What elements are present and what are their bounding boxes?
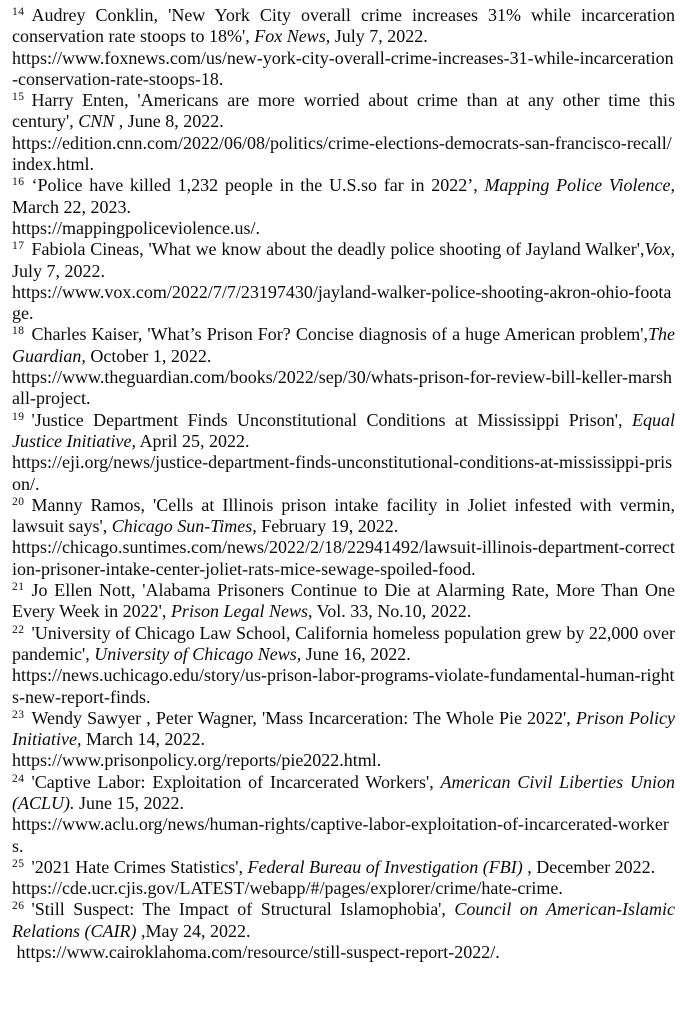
citation-text: , December 2022. [522, 856, 656, 877]
source-name-italic: University of Chicago News, [94, 643, 302, 664]
footnote [12, 623, 675, 708]
footnote-url: https://www.theguardian.com/books/2022/sep/30/whats-prison-for-review-bill-keller-marshall-project. [12, 367, 672, 409]
source-name-italic: Council on American-Islamic Relations (CAIR) [12, 899, 675, 941]
footnote-number: 24 [12, 772, 25, 785]
footnote [12, 175, 675, 239]
source-name-italic: American Civil Liberties Union (ACLU). [12, 771, 675, 813]
footnote-url: https://cde.ucr.cjis.gov/LATEST/webapp/#/pages/explorer/crime/hate-crime. [12, 878, 563, 899]
citation-text: Manny Ramos, 'Cells at Illinois prison intake facility in Joliet infested with vermin, lawsuit says', [12, 494, 675, 537]
footnote [12, 580, 675, 623]
footnote-url: https://news.uchicago.edu/story/us-prison-labor-programs-violate-fundamental-human-rights-new-report-finds. [12, 665, 675, 707]
citation-text: 'Still Suspect: The Impact of Structural Islamophobia', [31, 899, 455, 920]
citation-text: June 15, 2022. [74, 792, 184, 813]
citation-text: , Vol. 33, No.10, 2022. [307, 601, 472, 622]
footnote-url: https://www.foxnews.com/us/new-york-city-overall-crime-increases-31-while-incarceration-conservation-rate-stoops-18. [12, 47, 674, 89]
citation-text: ,May 24, 2022. [136, 920, 251, 941]
footnote [12, 410, 675, 495]
citation-text: , July 7, 2022. [12, 239, 675, 281]
citation-text: June 16, 2022. [301, 643, 411, 664]
footnote [12, 772, 675, 857]
citation-text: , July 7, 2022. [325, 26, 428, 47]
source-name-italic: Fox News [254, 26, 326, 47]
footnote-url: https://mappingpoliceviolence.us/. [12, 217, 260, 238]
citation-text: 'University of Chicago Law School, California homeless population grew by 22,000 over pandemic', [12, 622, 675, 664]
footnote-url: https://edition.cnn.com/2022/06/08/politics/crime-elections-democrats-san-francisco-recall/index.html. [12, 132, 672, 175]
source-name-italic: CNN [78, 111, 115, 132]
citation-text: March 22, 2023. [12, 196, 131, 217]
citation-text: April 25, 2022. [135, 430, 250, 451]
footnote-number: 15 [12, 91, 25, 104]
citation-text: '2021 Hate Crimes Statistics', [31, 856, 248, 877]
footnote-url: https://chicago.suntimes.com/news/2022/2/18/22941492/lawsuit-illinois-department-correction-prisoner-intake-center-joliet-rats-mice-sewage-spoiled-food. [12, 537, 675, 579]
footnote-number: 23 [12, 708, 25, 721]
footnote-number: 16 [12, 176, 25, 189]
source-name-italic: Federal Bureau of Investigation (FBI) [247, 856, 523, 877]
footnote [12, 899, 675, 963]
source-name-italic: Chicago Sun-Times, [111, 516, 257, 537]
citation-text: March 14, 2022. [81, 729, 205, 750]
footnote [12, 495, 675, 580]
footnote-number: 21 [12, 581, 25, 594]
footnote-url: https://eji.org/news/justice-department-finds-unconstitutional-conditions-at-mississippi-prison/. [12, 452, 673, 494]
footnote [12, 324, 675, 409]
source-name-italic: Prison Legal News [170, 601, 308, 622]
footnote-number: 25 [12, 857, 25, 870]
footnote-number: 20 [12, 495, 25, 508]
footnote-number: 22 [12, 623, 25, 636]
footnote [12, 239, 675, 324]
citation-text: Fabiola Cineas, 'What we know about the deadly police shooting of Jayland Walker', [31, 239, 645, 260]
citation-text: ‘Police have killed 1,232 people in the U.S.so far in 2022’, [31, 175, 485, 196]
footnote-url: https://www.aclu.org/news/human-rights/captive-labor-exploitation-of-incarcerated-workers. [12, 814, 669, 856]
footnote-number: 14 [12, 6, 25, 18]
footnote-url: https://www.prisonpolicy.org/reports/pie2022.html. [12, 750, 382, 771]
footnote [12, 5, 675, 90]
footnote-url: https://www.vox.com/2022/7/7/23197430/jayland-walker-police-shooting-akron-ohio-footage. [12, 281, 672, 324]
footnote [12, 90, 675, 175]
citation-text: Wendy Sawyer , Peter Wagner, 'Mass Incarceration: The Whole Pie 2022', [31, 707, 576, 728]
source-name-italic: Prison Policy Initiative, [12, 707, 675, 750]
source-name-italic: Equal Justice Initiative, [12, 409, 675, 451]
footnote-number: 18 [12, 325, 25, 338]
citation-text: 'Justice Department Finds Unconstitutional Conditions at Mississippi Prison', [31, 409, 632, 430]
citation-text: Charles Kaiser, 'What’s Prison For? Concise diagnosis of a huge American problem', [31, 324, 648, 345]
footnote-url: https://www.cairoklahoma.com/resource/still-suspect-report-2022/. [12, 942, 500, 963]
source-name-italic: Vox [644, 239, 671, 260]
footnote [12, 857, 675, 900]
footnote [12, 708, 675, 772]
footnote-number: 19 [12, 410, 25, 423]
citation-text: February 19, 2022. [256, 516, 399, 537]
citation-text: October 1, 2022. [85, 345, 212, 366]
citation-text: Jo Ellen Nott, 'Alabama Prisoners Continue to Die at Alarming Rate, More Than One Every Week in 2022', [12, 580, 675, 622]
source-name-italic: Mapping Police Violence, [484, 175, 675, 196]
citation-text: 'Captive Labor: Exploitation of Incarcerated Workers', [31, 771, 441, 792]
footnote-number: 26 [12, 900, 25, 913]
citation-text: , June 8, 2022. [114, 111, 224, 132]
footnote-number: 17 [12, 240, 25, 253]
citation-text: Harry Enten, 'Americans are more worried about crime than at any other time this century', [12, 90, 675, 132]
citation-text: Audrey Conklin, 'New York City overall crime increases 31% while incarceration conservation rate stoops to 18%', [12, 5, 675, 47]
source-name-italic: The Guardian, [12, 324, 675, 366]
